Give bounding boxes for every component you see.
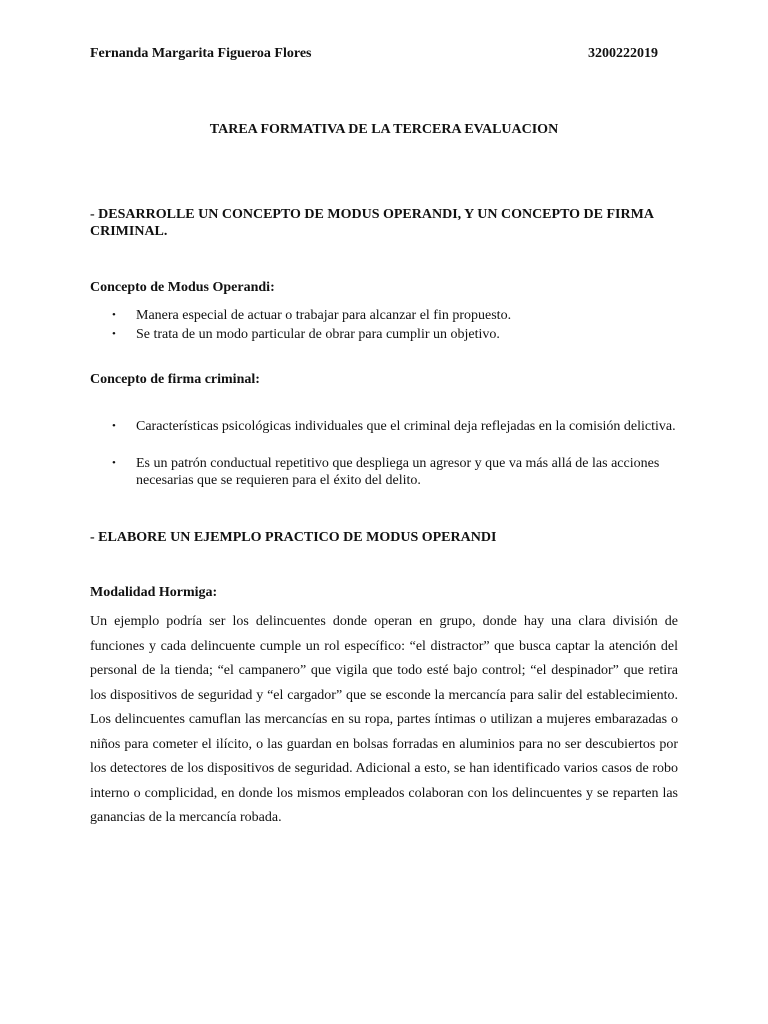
student-id: 3200222019 xyxy=(588,46,658,61)
modus-operandi-heading: Concepto de Modus Operandi: xyxy=(90,280,275,295)
question-2-heading: - ELABORE UN EJEMPLO PRACTICO DE MODUS OPERANDI xyxy=(90,530,497,545)
document-title: TAREA FORMATIVA DE LA TERCERA EVALUACION xyxy=(209,122,559,137)
bullet-text: Se trata de un modo particular de obrar para cumplir un objetivo. xyxy=(136,327,500,342)
question-1-heading: - DESARROLLE UN CONCEPTO DE MODUS OPERANDI, Y UN CONCEPTO DE FIRMA CRIMINAL. xyxy=(90,207,654,239)
example-paragraph: Un ejemplo podría ser los delincuentes donde operan en grupo, donde hay una clara división de funciones y cada delincuente cumple un rol específico: “el distractor” que busca captar la atención del personal de la tienda; “el campanero” que vigila que todo esté bajo control; “el despinador” que retira los dispositivos de seguridad y “el cargador” que se esconde la mercancía para salir del establecimiento. Los delincuentes camuflan las mercancías en su ropa, partes íntimas o utilizan a mujeres embarazadas o niños para cometer el ilícito, o las guardan en bolsas forradas en aluminios para no ser descubiertos por los detectores de los dispositivos de seguridad. Adicional a esto, se han identificado varios casos de robo interno o complicidad, en donde los mismos empleados colaboran con los delincuentes y se reparten las ganancias de la mercancía robada. xyxy=(90,614,678,825)
modalidad-hormiga-heading: Modalidad Hormiga: xyxy=(90,585,218,600)
modus-bullet-2 xyxy=(112,326,682,343)
bullet-text: Características psicológicas individuales que el criminal deja reflejadas en la comisión delictiva. xyxy=(136,419,676,434)
firma-criminal-heading: Concepto de firma criminal: xyxy=(90,372,260,387)
bullet-text: Es un patrón conductual repetitivo que despliega un agresor y que va más allá de las acciones necesarias que se requieren para el éxito del delito. xyxy=(136,456,660,488)
firma-bullet-1 xyxy=(112,418,682,435)
bullet-icon: • xyxy=(112,420,116,432)
bullet-icon: • xyxy=(112,328,116,340)
bullet-text: Manera especial de actuar o trabajar para alcanzar el fin propuesto. xyxy=(136,308,512,323)
modus-bullet-1 xyxy=(112,307,682,324)
author-name: Fernanda Margarita Figueroa Flores xyxy=(90,46,312,61)
firma-bullet-2 xyxy=(112,455,682,489)
bullet-icon: • xyxy=(112,457,116,469)
bullet-icon: • xyxy=(112,309,116,321)
